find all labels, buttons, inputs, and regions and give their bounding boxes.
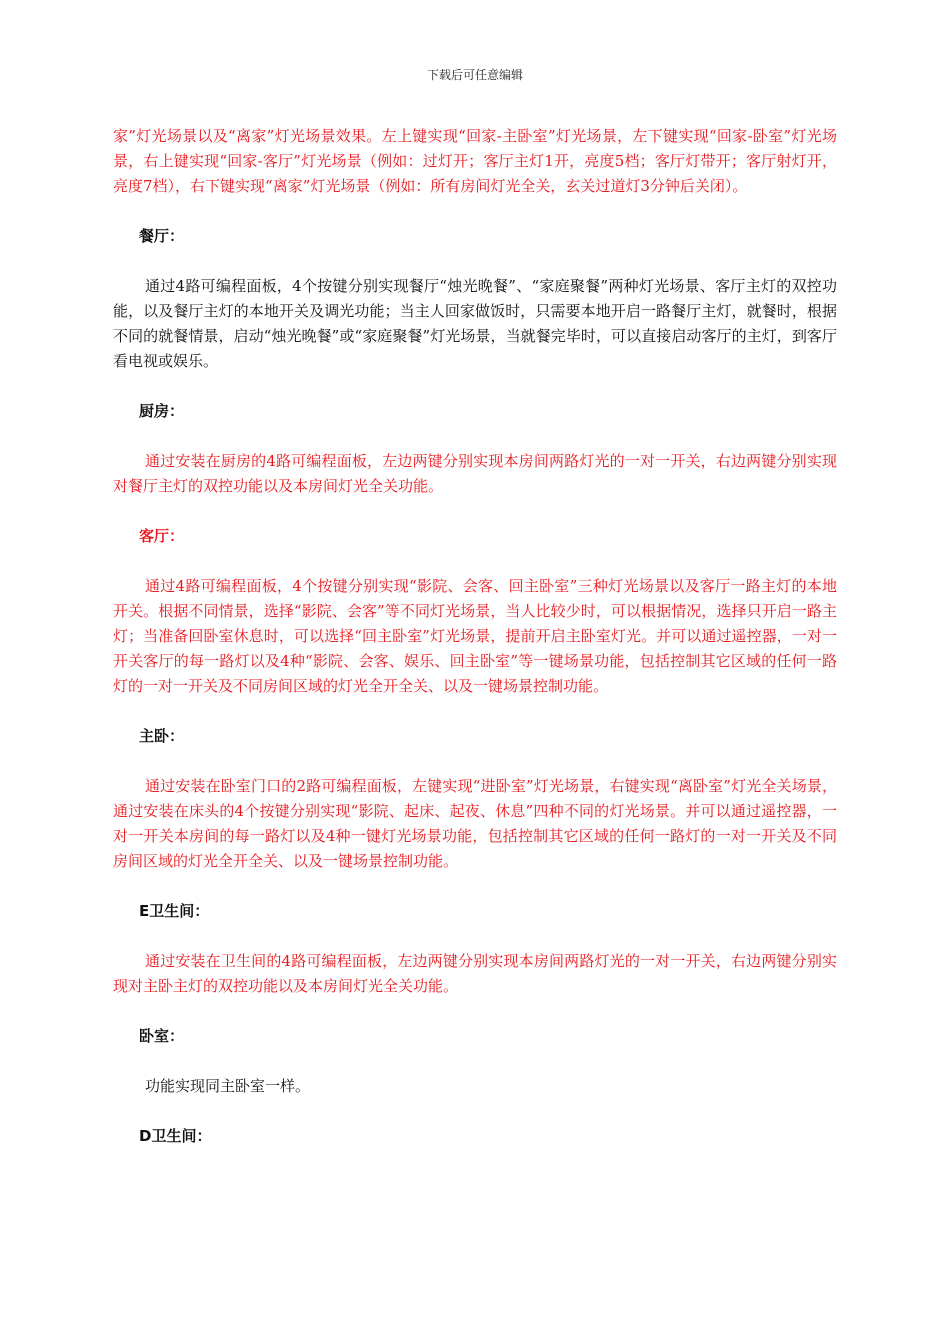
heading-kitchen: 厨房： — [139, 402, 185, 420]
heading-dining: 餐厅： — [139, 227, 185, 245]
heading-master-bedroom: 主卧： — [139, 727, 185, 745]
bathroom-e-paragraph: 通过安装在卫生间的4路可编程面板，左边两键分别实现本房间两路灯光的一对一开关，右边两键分别实现对主卧主灯的双控功能以及本房间灯光全关功能。 — [113, 952, 837, 995]
document-body — [113, 124, 837, 1149]
heading-bathroom-e: E卫生间： — [139, 902, 210, 920]
intro-paragraph: 家”灯光场景以及“离家”灯光场景效果。左上键实现“回家-主卧室”灯光场景，左下键实现“回家-卧室”灯光场景，右上键实现“回家-客厅”灯光场景（例如：过灯开；客厅主灯1开，亮度5档；客厅灯带开；客厅射灯开，亮度7档），右下键实现“离家”灯光场景（例如：所有房间灯光全关，玄关过道灯3分钟后关闭）。 — [113, 127, 837, 195]
page-header: 下载后可任意编辑 — [426, 68, 523, 82]
master-bedroom-paragraph: 通过安装在卧室门口的2路可编程面板，左键实现“进卧室”灯光场景，右键实现“离卧室”灯光全关场景，通过安装在床头的4个按键分别实现“影院、起床、起夜、休息”四种不同的灯光场景。并可以通过遥控器，一对一开关本房间的每一路灯以及4种一键灯光场景功能，包括控制其它区域的任何一路灯的一对一开关及不同房间区域的灯光全开全关、以及一键场景控制功能。 — [113, 777, 837, 870]
kitchen-paragraph: 通过安装在厨房的4路可编程面板，左边两键分别实现本房间两路灯光的一对一开关，右边两键分别实现对餐厅主灯的双控功能以及本房间灯光全关功能。 — [113, 452, 837, 495]
dining-paragraph: 通过4路可编程面板，4个按键分别实现餐厅“烛光晚餐”、“家庭聚餐”两种灯光场景、客厅主灯的双控功能，以及餐厅主灯的本地开关及调光功能；当主人回家做饭时，只需要本地开启一路餐厅主灯，就餐时，根据不同的就餐情景，启动“烛光晚餐”或“家庭聚餐”灯光场景，当就餐完毕时，可以直接启动客厅的主灯，到客厅看电视或娱乐。 — [113, 277, 837, 370]
heading-living: 客厅： — [139, 527, 185, 545]
bedroom-paragraph: 功能实现同主卧室一样。 — [145, 1077, 311, 1095]
living-paragraph: 通过4路可编程面板，4个按键分别实现“影院、会客、回主卧室”三种灯光场景以及客厅一路主灯的本地开关。根据不同情景，选择“影院、会客”等不同灯光场景，当人比较少时，可以根据情况，选择只开启一路主灯；当准备回卧室休息时，可以选择“回主卧室”灯光场景，提前开启主卧室灯光。并可以通过遥控器，一对一开关客厅的每一路灯以及4种“影院、会客、娱乐、回主卧室”等一键场景功能，包括控制其它区域的任何一路灯的一对一开关及不同房间区域的灯光全开全关、以及一键场景控制功能。 — [113, 577, 837, 695]
heading-bathroom-d: D卫生间： — [139, 1127, 212, 1145]
heading-bedroom: 卧室： — [139, 1027, 185, 1045]
